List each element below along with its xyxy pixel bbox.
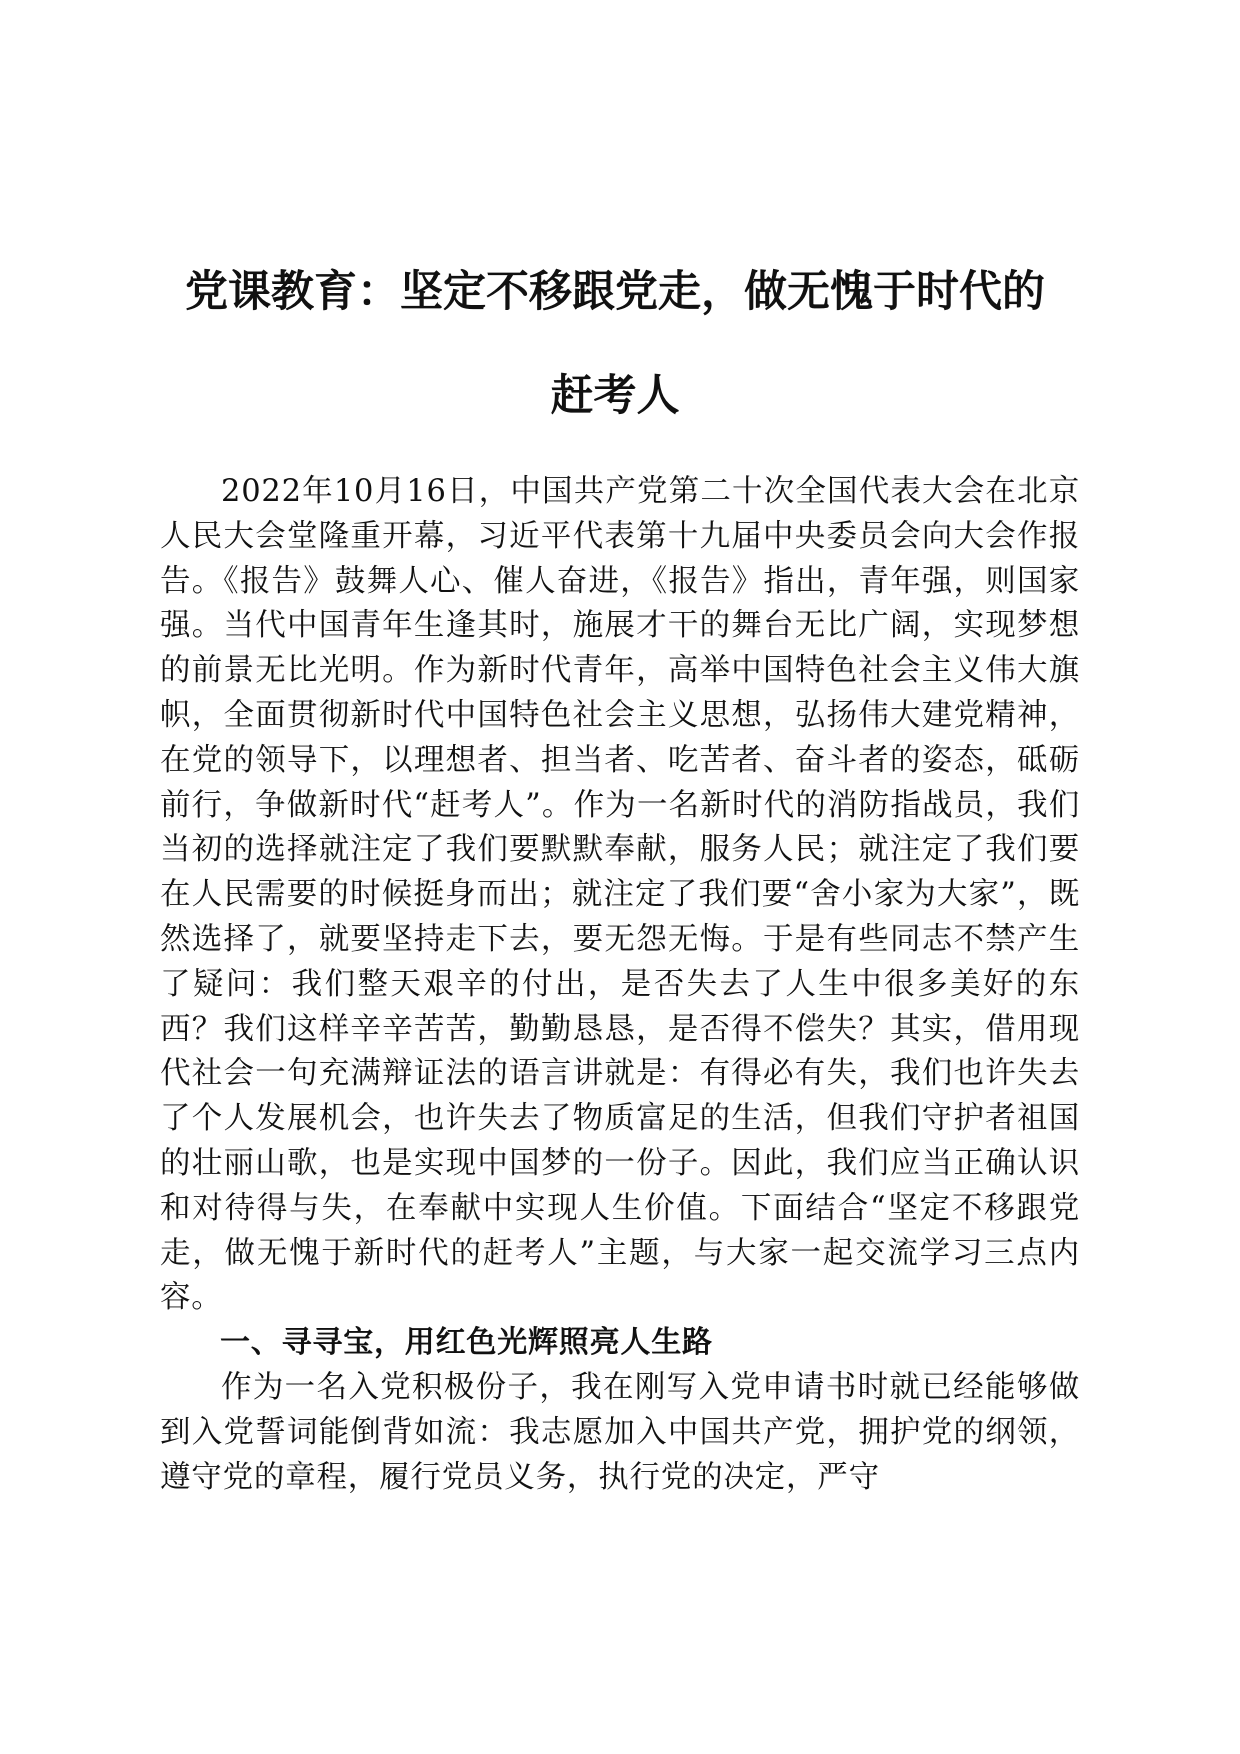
- section-1-heading: 一、寻寻宝，用红色光辉照亮人生路: [220, 1325, 713, 1361]
- document-title: [150, 240, 1080, 448]
- document-body: [160, 470, 1080, 1500]
- title-line-1: 党课教育：坚定不移跟党走，做无愧于时代的: [185, 267, 1045, 317]
- title-line-2: 赶考人: [550, 371, 680, 421]
- intro-paragraph: 2022年10月16日，中国共产党第二十次全国代表大会在北京人民大会堂隆重开幕，习近平代表第十九届中央委员会向大会作报告。《报告》鼓舞人心、催人奋进，《报告》指出，青年强，则国家强。当代中国青年生逢其时，施展才干的舞台无比广阔，实现梦想的前景无比光明。作为新时代青年，高举中国特色社会主义伟大旗帜，全面贯彻新时代中国特色社会主义思想，弘扬伟大建党精神，在党的领导下，以理想者、担当者、吃苦者、奋斗者的姿态，砥砺前行，争做新时代“赶考人”。作为一名新时代的消防指战员，我们当初的选择就注定了我们要默默奉献，服务人民；就注定了我们要在人民需要的时候挺身而出；就注定了我们要“舍小家为大家”，既然选择了，就要坚持走下去，要无怨无悔。于是有些同志不禁产生了疑问：我们整天艰辛的付出，是否失去了人生中很多美好的东西？我们这样辛辛苦苦，勤勤恳恳，是否得不偿失？其实，借用现代社会一句充满辩证法的语言讲就是：有得必有失，我们也许失去了个人发展机会，也许失去了物质富足的生活，但我们守护者祖国的壮丽山歌，也是实现中国梦的一份子。因此，我们应当正确认识和对待得与失，在奉献中实现人生价值。下面结合“坚定不移跟党走，做无愧于新时代的赶考人”主题，与大家一起交流学习三点内容。: [160, 474, 1080, 1316]
- section-1-paragraph: 作为一名入党积极份子，我在刚写入党申请书时就已经能够做到入党誓词能倒背如流：我志愿加入中国共产党，拥护党的纲领，遵守党的章程，履行党员义务，执行党的决定，严守: [160, 1369, 1080, 1495]
